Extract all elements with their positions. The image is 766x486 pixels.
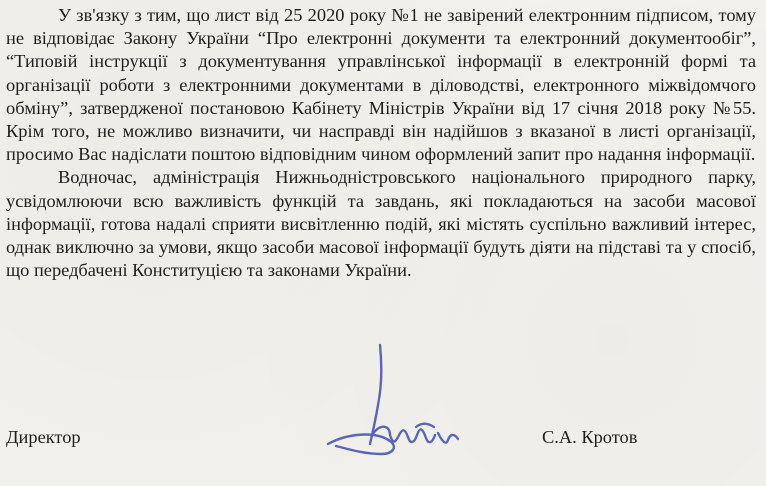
signature-row [6,426,756,456]
letter-body [6,4,756,282]
paragraph-2: Водночас, адміністрація Нижньодністровського національного природного парку, усвідомлюючи всю важливість функцій та завдань, які покладаються на засоби масової інформації, готова надалі сприяти висвітленню подій, які містять суспільно важливий інтерес, однак виключно за умови, якщо засоби масової інформації будуть діяти на підставі та у спосіб, що передбачені Конституцією та законами України. [6,167,756,281]
paragraph-1: У зв'язку з тим, що лист від 25 2020 року №1 не завірений електронним підписом, тому не відповідає Закону України “Про електронні документи та електронний документообіг”, “Типовій інструкції з документування управлінської інформації в електронній формі та організації роботи з електронними документами в діловодстві, електронного міжвідомчого обміну”, затвердженої постановою Кабінету Міністрів України від 17 січня 2018 року №55. Крім того, не можливо визначити, чи насправді він надійшов з вказаної в листі організації, просимо Вас надіслати поштою відповідним чином оформлений запит про надання інформації. [6,5,756,165]
signatory-name: С.А. Кротов [542,427,638,447]
signatory-title: Директор [6,427,81,447]
